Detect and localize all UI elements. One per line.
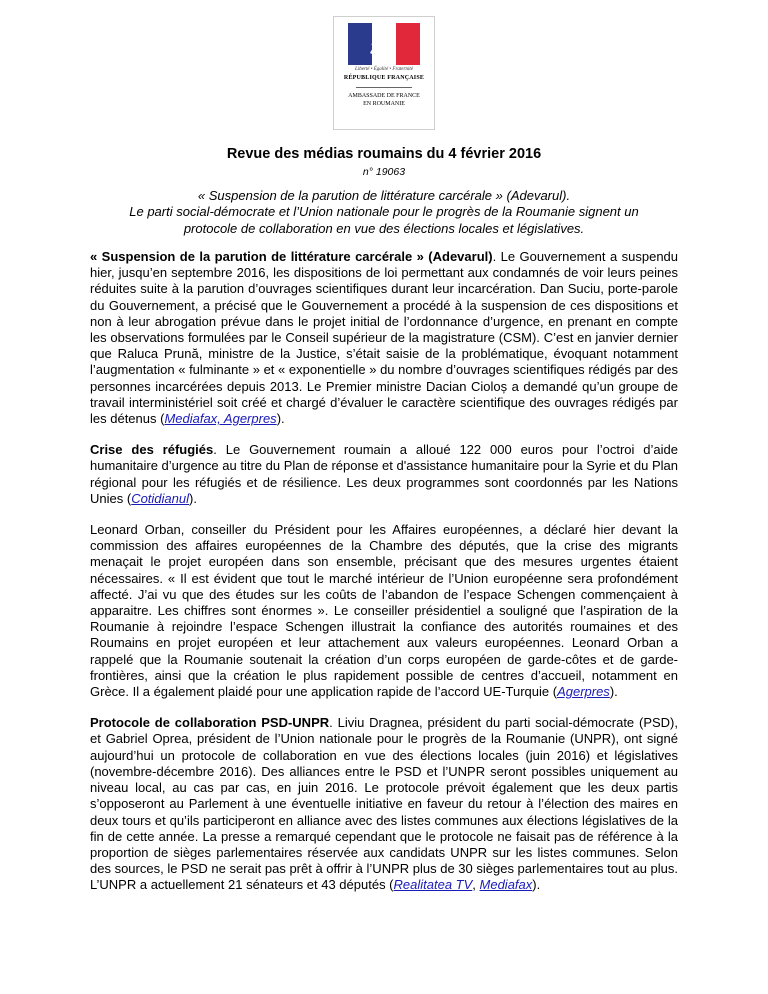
article-orban [90, 522, 678, 700]
page-title: Revue des médias roumains du 4 février 2016 [226, 146, 542, 162]
summary-line-3: protocole de collaboration en vue des élections locales et législatives. [183, 220, 585, 236]
article-headline: « Suspension de la parution de littérature carcérale » (Adevarul) [90, 249, 493, 264]
french-flag-icon [348, 23, 420, 65]
source-link[interactable]: Mediafax, Agerpres [164, 411, 277, 427]
source-link[interactable]: Mediafax [479, 877, 533, 893]
issue-number: n° 19063 [362, 166, 406, 178]
article-text: . Le Gouvernement roumain a alloué 122 000 euros pour l’octroi d’aide humanitaire d’urgence au titre du Plan de réponse et d'assistance humanitaire pour la Syrie et du Plan régional pour les réfugiés et de résilience. Les deux programmes sont coordonnés par les Nations Unies ( [90, 442, 678, 506]
article-adevarul [90, 249, 678, 427]
article-text: Leonard Orban, conseiller du Président pour les Affaires européennes, a déclaré hier devant la commission des affaires européennes de la Chambre des députés, que la crise des migrants menaçait le projet européen dans son ensemble, précisant que des mesures urgentes étaient nécessaires. « Il est évident que tout le marché intérieur de l’Union européenne sera profondément affecté. J’ai vu que des études sur les coûts de l’abandon de l’espace Schengen commençaient à apparaitre. Les chiffres sont énormes ». Le conseiller présidentiel a souligné que l’aspiration de la Roumanie à rejoindre l’espace Schengen illustrait la confiance des autorités roumaines et des Roumains en projet européen et leur attachement aux valeurs européennes. Leonard Orban a rappelé que la Roumanie soutenait la création d’un corps européen de garde-côtes et de garde-frontières, ainsi que la création le plus rapidement possible de centres d’accueil, notamment en Grèce. Il a également plaidé pour une application rapide de l’accord UE-Turquie ( [90, 522, 678, 700]
summary [80, 188, 688, 237]
logo-embassy-line1: AMBASSADE DE FRANCE [348, 93, 420, 99]
source-link[interactable]: Realitatea TV [393, 877, 473, 893]
article-end: ). [532, 877, 541, 893]
article-end: ). [609, 684, 618, 700]
article-psd-unpr [90, 715, 678, 893]
summary-line-2: Le parti social-démocrate et l’Union nationale pour le progrès de la Roumanie signent un [129, 204, 639, 220]
logo-divider [356, 87, 412, 88]
article-headline: Protocole de collaboration PSD-UNPR [90, 715, 330, 731]
summary-line-1: « Suspension de la parution de littérature carcérale » (Adevarul). [197, 188, 571, 203]
logo-embassy-line2: EN ROUMANIE [363, 101, 405, 107]
source-link[interactable]: Cotidianul [131, 490, 190, 506]
article-headline: Crise des réfugiés [90, 442, 214, 458]
embassy-logo [333, 16, 435, 130]
source-separator: , [472, 877, 480, 893]
article-refugees [90, 442, 678, 507]
logo-republic: RÉPUBLIQUE FRANÇAISE [343, 75, 425, 81]
article-end: ). [189, 490, 197, 506]
article-text: . Le Gouvernement a suspendu hier, jusqu’en septembre 2016, les dispositions de loi permettant aux condamnés de voir leurs peines réduites suite à la parution d’ouvrages scientifiques durant leur incarcération. Dan Suciu, porte-parole du Gouvernement, a précisé que le Gouvernement a procédé à la suspension de ces dispositions et non à leur abrogation prévue dans le projet initial de l’ordonnance d’urgence, en prenant en compte les observations formulées par le Conseil supérieur de la magistrature (CSM). C’est en janvier dernier que Raluca Prună, ministre de la Justice, s’était saisie de la problématique, évoquant notamment l’augmentation « fulminante » et « exponentielle » du nombre d’ouvrages scientifiques rédigés par des personnes incarcérées depuis 2013. Le Premier ministre Dacian Cioloș a demandé qu’un groupe de travail interministériel soit créé et chargé d’évaluer le caractère scientifique des ouvrages rédigés par les détenus ( [90, 249, 679, 427]
logo-motto: Liberté • Égalité • Fraternité [355, 67, 413, 72]
article-text: . Liviu Dragnea, président du parti social-démocrate (PSD), et Gabriel Oprea, président de l’Union nationale pour le progrès de la Roumanie (UNPR), ont signé aujourd’hui un protocole de collaboration en vue des élections locales (juin 2016) et législatives (novembre-décembre 2016). Des alliances entre le PSD et l’UNPR seront possibles uniquement au niveau local, au cas par cas, en juin 2016. Le protocole prévoit également que les deux partis s’opposeront au Parlement à une éventuelle initiative en faveur du retour à l’élection des maires en deux tours et qu’ils participeront en alliance avec des listes communes aux élections législatives de la fin de cette année. La presse a remarqué cependant que le protocole ne faisait pas de référence à la proportion de sièges parlementaires réservée aux candidats UNPR sur les listes communes. Selon des sources, le PSD ne serait pas prêt à offrir à l’UNPR plus de 30 sièges parlementaires tout au plus. L’UNPR a actuellement 21 sénateurs et 43 députés ( [90, 715, 678, 893]
article-body [90, 249, 678, 909]
article-end: ). [276, 411, 285, 427]
source-link[interactable]: Agerpres [557, 684, 610, 700]
